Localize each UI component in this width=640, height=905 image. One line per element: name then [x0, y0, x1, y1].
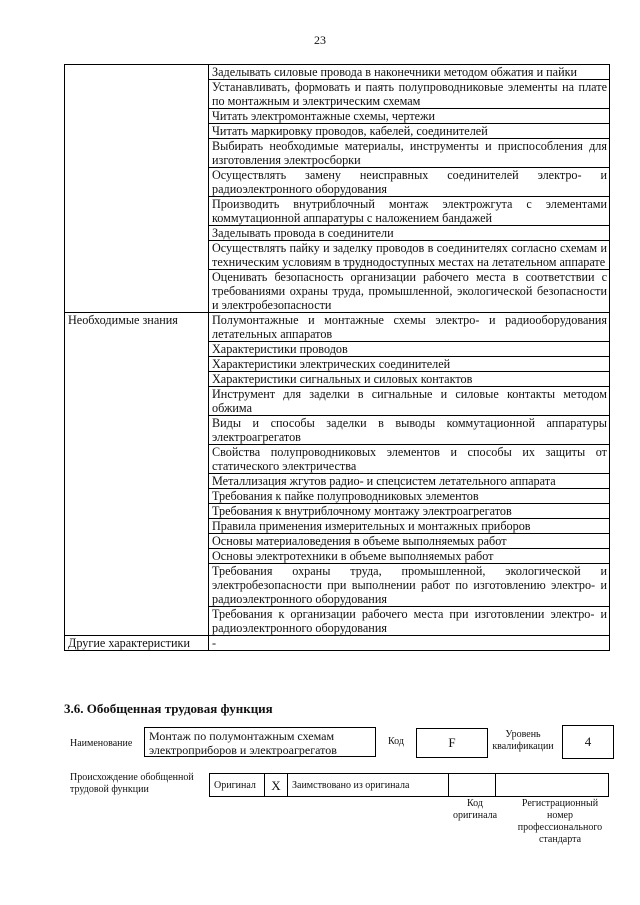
row-label: Другие характеристики	[65, 636, 209, 651]
table-cell: Заделывать провода в соединители	[209, 226, 610, 241]
table-cell: Требования к внутриблочному монтажу электроагрегатов	[209, 504, 610, 519]
table-cell: Металлизация жгутов радио- и спецсистем летательного аппарата	[209, 474, 610, 489]
table-cell: Характеристики сигнальных и силовых контактов	[209, 372, 610, 387]
table-cell: Правила применения измерительных и монтажных приборов	[209, 519, 610, 534]
table-cell: Выбирать необходимые материалы, инструменты и приспособления для изготовления электросборки	[209, 139, 610, 168]
row-label: Необходимые знания	[65, 313, 209, 636]
origin-reg-cell	[495, 773, 609, 797]
table-cell: Характеристики проводов	[209, 342, 610, 357]
table-cell: Читать электромонтажные схемы, чертежи	[209, 109, 610, 124]
origin-label: Происхождение обобщенной трудовой функции	[70, 772, 194, 795]
code-value: F	[416, 728, 488, 758]
table-cell: Свойства полупроводниковых элементов и способы их защиты от статического электричества	[209, 445, 610, 474]
table-cell: Осуществлять замену неисправных соединителей электро- и радиоэлектронного оборудования	[209, 168, 610, 197]
origin-row	[210, 773, 609, 797]
level-value: 4	[562, 725, 614, 759]
level-label: Уровень квалификации	[492, 729, 554, 752]
table-cell: Читать маркировку проводов, кабелей, соединителей	[209, 124, 610, 139]
table-cell: -	[209, 636, 610, 651]
row-label	[65, 65, 209, 313]
table-row	[65, 313, 610, 342]
table-cell: Виды и способы заделки в выводы коммутационной аппаратуры электроагрегатов	[209, 416, 610, 445]
table-cell: Инструмент для заделки в сигнальные и силовые контакты методом обжима	[209, 387, 610, 416]
table-cell: Устанавливать, формовать и паять полупроводниковые элементы на плате по монтажным и электрическим схемам	[209, 80, 610, 109]
table-cell: Требования к пайке полупроводниковых элементов	[209, 489, 610, 504]
table-cell: Заделывать силовые провода в наконечники методом обжатия и пайки	[209, 65, 610, 80]
origin-code-cell	[448, 773, 496, 797]
name-value: Монтаж по полумонтажным схемам электроприборов и электроагрегатов	[144, 727, 376, 757]
origin-borrowed: Заимствовано из оригинала	[287, 773, 449, 797]
skills-table	[64, 64, 610, 651]
table-cell: Основы электротехники в объеме выполняемых работ	[209, 549, 610, 564]
page-number: 23	[314, 33, 326, 47]
section-title: 3.6. Обобщенная трудовая функция	[64, 701, 273, 716]
table-cell: Осуществлять пайку и заделку проводов в соединителях согласно схемам и техническим условиям в труднодоступных местах на летательном аппарате	[209, 241, 610, 270]
code-label: Код	[388, 736, 404, 747]
table-cell: Производить внутриблочный монтаж электрожгута с элементами коммутационной аппаратуры с наложением бандажей	[209, 197, 610, 226]
table-cell: Оценивать безопасность организации рабочего места в соответствии с требованиями охраны труда, промышленной, экологической безопасности и электробезопасности	[209, 270, 610, 313]
table-cell: Требования к организации рабочего места при изготовлении электро- и радиоэлектронного оборудования	[209, 607, 610, 636]
table-row	[65, 636, 610, 651]
table-cell: Основы материаловедения в объеме выполняемых работ	[209, 534, 610, 549]
table-cell: Требования охраны труда, промышленной, экологической и электробезопасности при выполнении работ по изготовлению электро- и радиоэлектронного оборудования	[209, 564, 610, 607]
table-cell: Характеристики электрических соединителей	[209, 357, 610, 372]
origin-original: Оригинал	[209, 773, 265, 797]
origin-mark: X	[264, 773, 288, 797]
table-cell: Полумонтажные и монтажные схемы электро- и радиооборудования летательных аппаратов	[209, 313, 610, 342]
name-label: Наименование	[70, 738, 133, 749]
code-orig-caption: Код оригинала	[452, 798, 498, 821]
table-row	[65, 65, 610, 80]
reg-caption: Регистрационный номер профессионального стандарта	[517, 798, 603, 845]
